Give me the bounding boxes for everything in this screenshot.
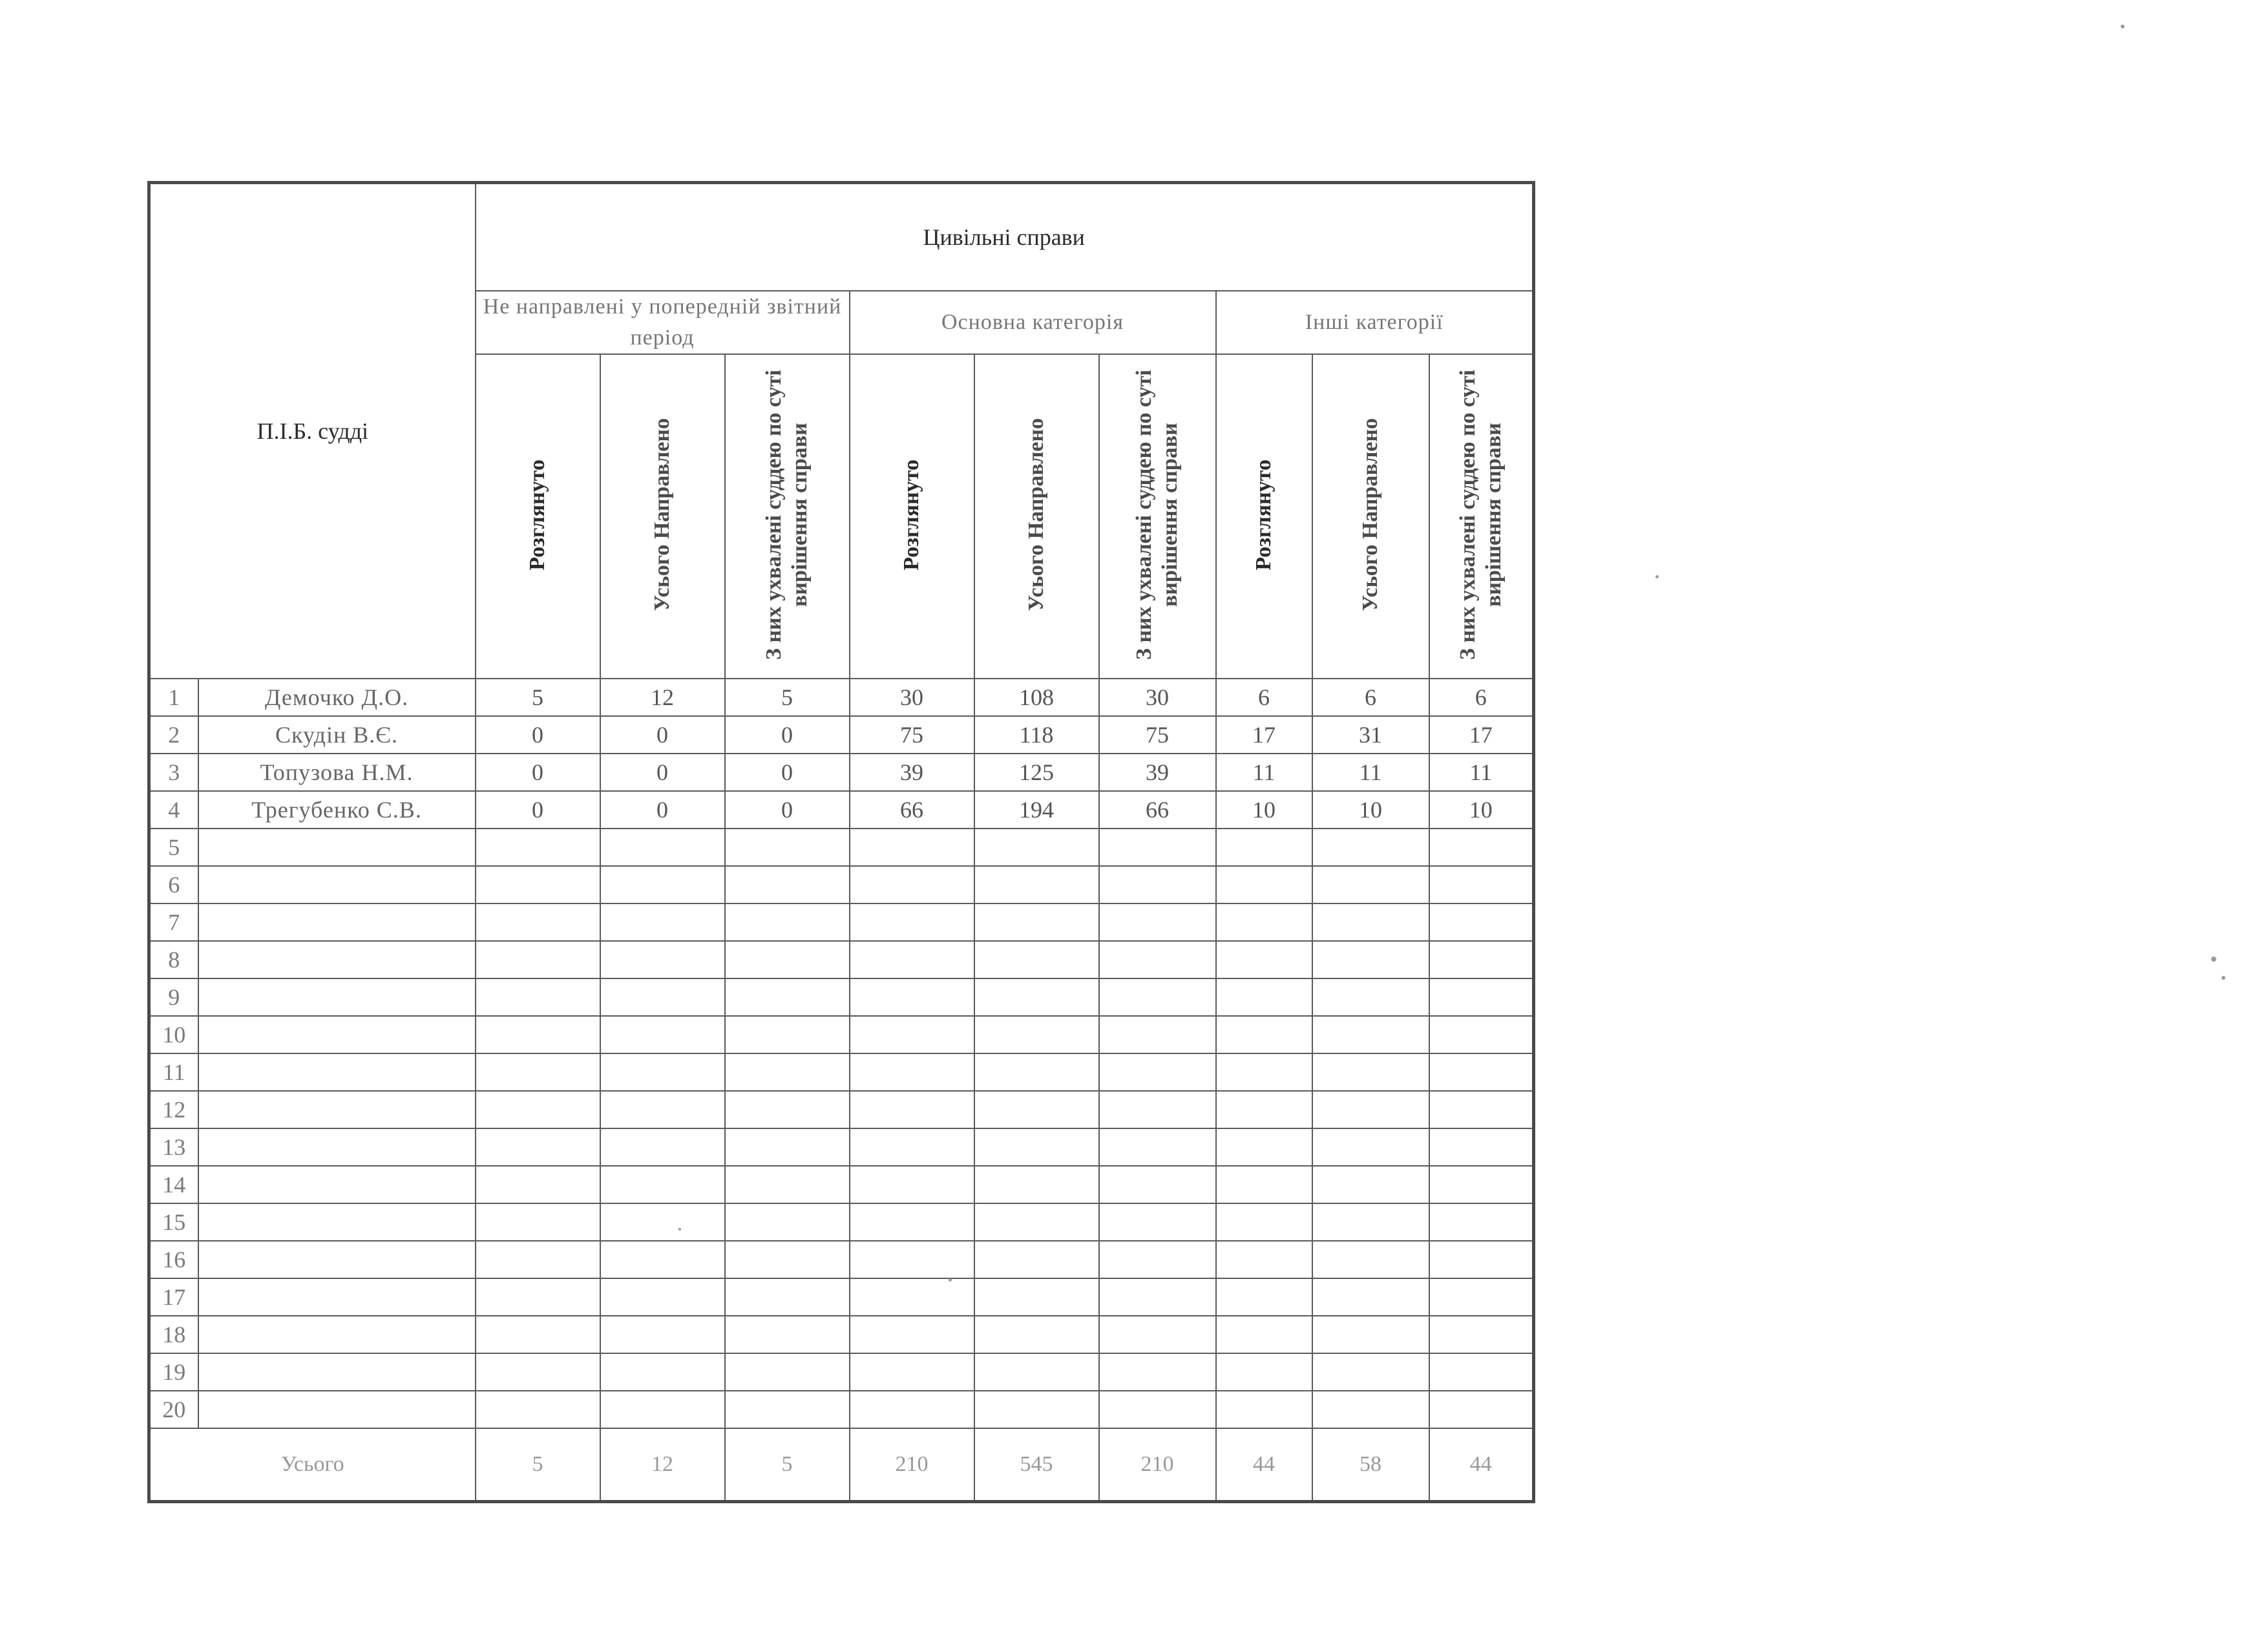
- value-cell: [974, 866, 1099, 903]
- value-cell: [1216, 978, 1312, 1016]
- subheader-cell: [600, 354, 725, 679]
- subheader-considered: Розглянуто: [899, 459, 923, 571]
- value-cell: [1099, 1278, 1216, 1316]
- value-cell: [1429, 1316, 1534, 1353]
- judge-name-cell: [198, 903, 476, 941]
- table-row: [149, 1391, 1534, 1428]
- value-cell: [1429, 941, 1534, 978]
- value-cell: [1312, 941, 1429, 978]
- value-cell: 17: [1429, 716, 1534, 754]
- value-cell: [1312, 978, 1429, 1016]
- subheader-cell: [1099, 354, 1216, 679]
- value-cell: [600, 1166, 725, 1203]
- value-cell: [1312, 1353, 1429, 1391]
- row-number: 5: [149, 829, 198, 866]
- table-row: [149, 716, 1534, 754]
- value-cell: 11: [1312, 754, 1429, 791]
- value-cell: 39: [850, 754, 974, 791]
- value-cell: [1429, 978, 1534, 1016]
- value-cell: [850, 1241, 974, 1278]
- value-cell: [1099, 978, 1216, 1016]
- table-row: [149, 978, 1534, 1016]
- row-number: 11: [149, 1053, 198, 1091]
- value-cell: [600, 1091, 725, 1128]
- subheader-considered: Розглянуто: [525, 459, 549, 571]
- subheader-cell: [1429, 354, 1534, 679]
- scan-speck: [2121, 25, 2125, 28]
- value-cell: [1429, 1091, 1534, 1128]
- table-row: [149, 754, 1534, 791]
- value-cell: [850, 866, 974, 903]
- subheader-cell: [850, 354, 974, 679]
- value-cell: 0: [476, 791, 600, 829]
- value-cell: [1429, 1016, 1534, 1053]
- value-cell: [1099, 1203, 1216, 1241]
- value-cell: [600, 978, 725, 1016]
- total-cell: 545: [974, 1428, 1099, 1502]
- table-row: [149, 1166, 1534, 1203]
- value-cell: [600, 903, 725, 941]
- value-cell: [600, 941, 725, 978]
- value-cell: [1312, 1128, 1429, 1166]
- value-cell: [725, 1278, 850, 1316]
- value-cell: [1216, 903, 1312, 941]
- value-cell: [1312, 1278, 1429, 1316]
- scan-speck: [678, 1228, 681, 1231]
- value-cell: [725, 1203, 850, 1241]
- value-cell: [476, 903, 600, 941]
- value-cell: [850, 829, 974, 866]
- value-cell: [1099, 1166, 1216, 1203]
- scan-speck: [1655, 575, 1659, 578]
- table-row: [149, 1053, 1534, 1091]
- row-number: 10: [149, 1016, 198, 1053]
- value-cell: [1312, 1166, 1429, 1203]
- value-cell: [974, 1128, 1099, 1166]
- judge-name-cell: [198, 1053, 476, 1091]
- value-cell: [725, 1353, 850, 1391]
- value-cell: 194: [974, 791, 1099, 829]
- value-cell: [725, 1053, 850, 1091]
- subheader-total-sent: Усього Направлено: [650, 418, 674, 611]
- total-label: Усього: [149, 1428, 476, 1502]
- scan-speck: [2211, 956, 2216, 962]
- table-row: [149, 1316, 1534, 1353]
- judge-name-cell: [198, 1241, 476, 1278]
- value-cell: 0: [600, 791, 725, 829]
- table-row: [149, 1016, 1534, 1053]
- value-cell: 11: [1429, 754, 1534, 791]
- value-cell: [476, 1128, 600, 1166]
- value-cell: [974, 1016, 1099, 1053]
- value-cell: [1216, 1316, 1312, 1353]
- value-cell: [974, 1053, 1099, 1091]
- value-cell: 66: [1099, 791, 1216, 829]
- value-cell: [600, 1016, 725, 1053]
- judge-name-cell: [198, 1353, 476, 1391]
- row-number: 9: [149, 978, 198, 1016]
- table-row: [149, 1278, 1534, 1316]
- subheader-cell: [1216, 354, 1312, 679]
- value-cell: [725, 866, 850, 903]
- value-cell: [600, 1316, 725, 1353]
- value-cell: [1099, 1391, 1216, 1428]
- value-cell: [725, 1091, 850, 1128]
- value-cell: [1429, 866, 1534, 903]
- value-cell: 118: [974, 716, 1099, 754]
- value-cell: [476, 941, 600, 978]
- value-cell: [1216, 1016, 1312, 1053]
- value-cell: 30: [1099, 679, 1216, 716]
- subheader-cell: [1312, 354, 1429, 679]
- value-cell: [725, 903, 850, 941]
- value-cell: [1312, 903, 1429, 941]
- judge-name-cell: [198, 1278, 476, 1316]
- table-title: Цивільні справи: [476, 183, 1534, 291]
- value-cell: [476, 978, 600, 1016]
- table-row: [149, 1128, 1534, 1166]
- scan-speck: [949, 1278, 952, 1282]
- value-cell: [1216, 1128, 1312, 1166]
- value-cell: 75: [850, 716, 974, 754]
- value-cell: [476, 1278, 600, 1316]
- civil-cases-table: [147, 181, 1535, 1503]
- judge-name-cell: [198, 1128, 476, 1166]
- table-row: [149, 829, 1534, 866]
- total-cell: 44: [1429, 1428, 1534, 1502]
- value-cell: [1312, 1316, 1429, 1353]
- value-cell: 108: [974, 679, 1099, 716]
- value-cell: [850, 1166, 974, 1203]
- value-cell: [974, 1316, 1099, 1353]
- total-cell: 5: [476, 1428, 600, 1502]
- subheader-cell: [476, 354, 600, 679]
- value-cell: [1429, 1391, 1534, 1428]
- judge-name-cell: Топузова Н.М.: [198, 754, 476, 791]
- group-header-main-category: Основна категорія: [850, 291, 1216, 354]
- value-cell: [725, 1316, 850, 1353]
- value-cell: [850, 1091, 974, 1128]
- judge-name-cell: Демочко Д.О.: [198, 679, 476, 716]
- row-number: 6: [149, 866, 198, 903]
- subheader-decided-on-merits: З них ухвалені суддею по суті вирішення справи: [1455, 370, 1506, 660]
- value-cell: [1216, 1353, 1312, 1391]
- judge-name-cell: [198, 866, 476, 903]
- value-cell: [974, 1278, 1099, 1316]
- table-body: [149, 679, 1534, 1428]
- value-cell: 6: [1312, 679, 1429, 716]
- value-cell: [850, 978, 974, 1016]
- subheader-cell: [974, 354, 1099, 679]
- value-cell: [600, 1278, 725, 1316]
- value-cell: [600, 1128, 725, 1166]
- table-row: [149, 866, 1534, 903]
- value-cell: 0: [476, 754, 600, 791]
- value-cell: [1429, 1128, 1534, 1166]
- judge-name-cell: [198, 941, 476, 978]
- value-cell: [600, 866, 725, 903]
- value-cell: [600, 1241, 725, 1278]
- value-cell: [850, 941, 974, 978]
- value-cell: [1312, 866, 1429, 903]
- value-cell: [600, 1353, 725, 1391]
- value-cell: [1099, 1091, 1216, 1128]
- judge-name-cell: [198, 978, 476, 1016]
- value-cell: [1429, 1053, 1534, 1091]
- row-number: 17: [149, 1278, 198, 1316]
- value-cell: [1429, 1203, 1534, 1241]
- scan-speck: [2221, 976, 2225, 980]
- judge-name-cell: Трегубенко С.В.: [198, 791, 476, 829]
- value-cell: [850, 1391, 974, 1428]
- value-cell: [1216, 1203, 1312, 1241]
- value-cell: [1099, 1128, 1216, 1166]
- value-cell: [850, 1053, 974, 1091]
- value-cell: [476, 1091, 600, 1128]
- value-cell: [600, 1053, 725, 1091]
- row-number: 2: [149, 716, 198, 754]
- value-cell: [1099, 941, 1216, 978]
- row-number: 3: [149, 754, 198, 791]
- value-cell: [476, 866, 600, 903]
- row-number: 20: [149, 1391, 198, 1428]
- value-cell: 6: [1429, 679, 1534, 716]
- subheader-decided-on-merits: З них ухвалені суддею по суті вирішення справи: [1132, 370, 1182, 660]
- value-cell: [1099, 1016, 1216, 1053]
- value-cell: [476, 1053, 600, 1091]
- value-cell: [1216, 1091, 1312, 1128]
- row-number: 15: [149, 1203, 198, 1241]
- value-cell: [850, 903, 974, 941]
- value-cell: [1429, 829, 1534, 866]
- value-cell: [974, 1241, 1099, 1278]
- subheader-total-sent: Усього Направлено: [1358, 418, 1382, 611]
- table-row: [149, 1203, 1534, 1241]
- row-number: 16: [149, 1241, 198, 1278]
- value-cell: [476, 1391, 600, 1428]
- total-row: [149, 1428, 1534, 1502]
- value-cell: [476, 1166, 600, 1203]
- value-cell: [725, 1166, 850, 1203]
- subheader-cell: [725, 354, 850, 679]
- value-cell: 10: [1429, 791, 1534, 829]
- value-cell: 5: [725, 679, 850, 716]
- row-number: 12: [149, 1091, 198, 1128]
- judge-name-cell: [198, 829, 476, 866]
- table-row: [149, 941, 1534, 978]
- value-cell: [974, 1391, 1099, 1428]
- value-cell: [476, 829, 600, 866]
- judge-name-cell: [198, 1091, 476, 1128]
- judge-name-cell: Скудін В.Є.: [198, 716, 476, 754]
- value-cell: [476, 1016, 600, 1053]
- table-row: [149, 679, 1534, 716]
- value-cell: [850, 1203, 974, 1241]
- value-cell: [1312, 1091, 1429, 1128]
- value-cell: 0: [725, 754, 850, 791]
- row-number: 14: [149, 1166, 198, 1203]
- value-cell: [725, 1128, 850, 1166]
- value-cell: [476, 1203, 600, 1241]
- value-cell: [1429, 1353, 1534, 1391]
- value-cell: 0: [725, 791, 850, 829]
- judge-name-cell: [198, 1166, 476, 1203]
- value-cell: [725, 941, 850, 978]
- value-cell: [725, 829, 850, 866]
- value-cell: [1429, 903, 1534, 941]
- judge-name-cell: [198, 1016, 476, 1053]
- value-cell: 0: [600, 716, 725, 754]
- value-cell: [1429, 1278, 1534, 1316]
- value-cell: [974, 1203, 1099, 1241]
- value-cell: [1312, 1391, 1429, 1428]
- group-header-other-categories: Інші категорії: [1216, 291, 1534, 354]
- value-cell: [1312, 1053, 1429, 1091]
- row-number: 1: [149, 679, 198, 716]
- row-number: 18: [149, 1316, 198, 1353]
- row-number: 7: [149, 903, 198, 941]
- value-cell: 10: [1312, 791, 1429, 829]
- row-number: 19: [149, 1353, 198, 1391]
- value-cell: [850, 1016, 974, 1053]
- value-cell: [1216, 1053, 1312, 1091]
- value-cell: 0: [725, 716, 850, 754]
- subheader-decided-on-merits: З них ухвалені суддею по суті вирішення справи: [762, 370, 812, 660]
- value-cell: [1312, 1203, 1429, 1241]
- value-cell: 0: [476, 716, 600, 754]
- value-cell: 125: [974, 754, 1099, 791]
- value-cell: [1312, 1016, 1429, 1053]
- value-cell: [850, 1128, 974, 1166]
- subheader-total-sent: Усього Направлено: [1024, 418, 1048, 611]
- value-cell: [725, 978, 850, 1016]
- value-cell: [1312, 829, 1429, 866]
- value-cell: [974, 829, 1099, 866]
- value-cell: [1216, 1391, 1312, 1428]
- value-cell: [725, 1016, 850, 1053]
- value-cell: [476, 1316, 600, 1353]
- value-cell: 75: [1099, 716, 1216, 754]
- value-cell: [725, 1391, 850, 1428]
- judge-name-cell: [198, 1203, 476, 1241]
- value-cell: 12: [600, 679, 725, 716]
- value-cell: [600, 1203, 725, 1241]
- row-number: 13: [149, 1128, 198, 1166]
- value-cell: 11: [1216, 754, 1312, 791]
- value-cell: [1099, 903, 1216, 941]
- value-cell: 66: [850, 791, 974, 829]
- subheader-considered: Розглянуто: [1252, 459, 1276, 571]
- value-cell: 39: [1099, 754, 1216, 791]
- value-cell: [725, 1241, 850, 1278]
- value-cell: [476, 1241, 600, 1278]
- value-cell: 5: [476, 679, 600, 716]
- value-cell: [850, 1316, 974, 1353]
- value-cell: [1312, 1241, 1429, 1278]
- judge-name-cell: [198, 1316, 476, 1353]
- total-cell: 12: [600, 1428, 725, 1502]
- group-header-prev-period: Не направлені у попередній звітний період: [476, 291, 850, 354]
- total-cell: 44: [1216, 1428, 1312, 1502]
- table-row: [149, 1091, 1534, 1128]
- judge-name-cell: [198, 1391, 476, 1428]
- total-cell: 210: [850, 1428, 974, 1502]
- value-cell: [476, 1353, 600, 1391]
- value-cell: [1216, 1278, 1312, 1316]
- value-cell: [1429, 1241, 1534, 1278]
- value-cell: [974, 1353, 1099, 1391]
- value-cell: 31: [1312, 716, 1429, 754]
- value-cell: [974, 978, 1099, 1016]
- value-cell: [1099, 1241, 1216, 1278]
- value-cell: [1216, 1241, 1312, 1278]
- value-cell: [1216, 1166, 1312, 1203]
- value-cell: [600, 1391, 725, 1428]
- value-cell: [850, 1353, 974, 1391]
- value-cell: [1099, 829, 1216, 866]
- value-cell: [1099, 1316, 1216, 1353]
- total-cell: 58: [1312, 1428, 1429, 1502]
- value-cell: [974, 1091, 1099, 1128]
- value-cell: [1216, 941, 1312, 978]
- value-cell: [974, 1166, 1099, 1203]
- total-cell: 5: [725, 1428, 850, 1502]
- table-row: [149, 791, 1534, 829]
- table-row: [149, 903, 1534, 941]
- value-cell: [1099, 1353, 1216, 1391]
- value-cell: 30: [850, 679, 974, 716]
- value-cell: 0: [600, 754, 725, 791]
- value-cell: 6: [1216, 679, 1312, 716]
- value-cell: [1216, 866, 1312, 903]
- value-cell: [974, 941, 1099, 978]
- value-cell: 10: [1216, 791, 1312, 829]
- table-row: [149, 1353, 1534, 1391]
- value-cell: [1216, 829, 1312, 866]
- row-number: 4: [149, 791, 198, 829]
- value-cell: 17: [1216, 716, 1312, 754]
- value-cell: [850, 1278, 974, 1316]
- judge-name-header: П.І.Б. судді: [149, 183, 476, 679]
- value-cell: [974, 903, 1099, 941]
- row-number: 8: [149, 941, 198, 978]
- total-cell: 210: [1099, 1428, 1216, 1502]
- value-cell: [1429, 1166, 1534, 1203]
- table-row: [149, 1241, 1534, 1278]
- value-cell: [1099, 1053, 1216, 1091]
- value-cell: [600, 829, 725, 866]
- value-cell: [1099, 866, 1216, 903]
